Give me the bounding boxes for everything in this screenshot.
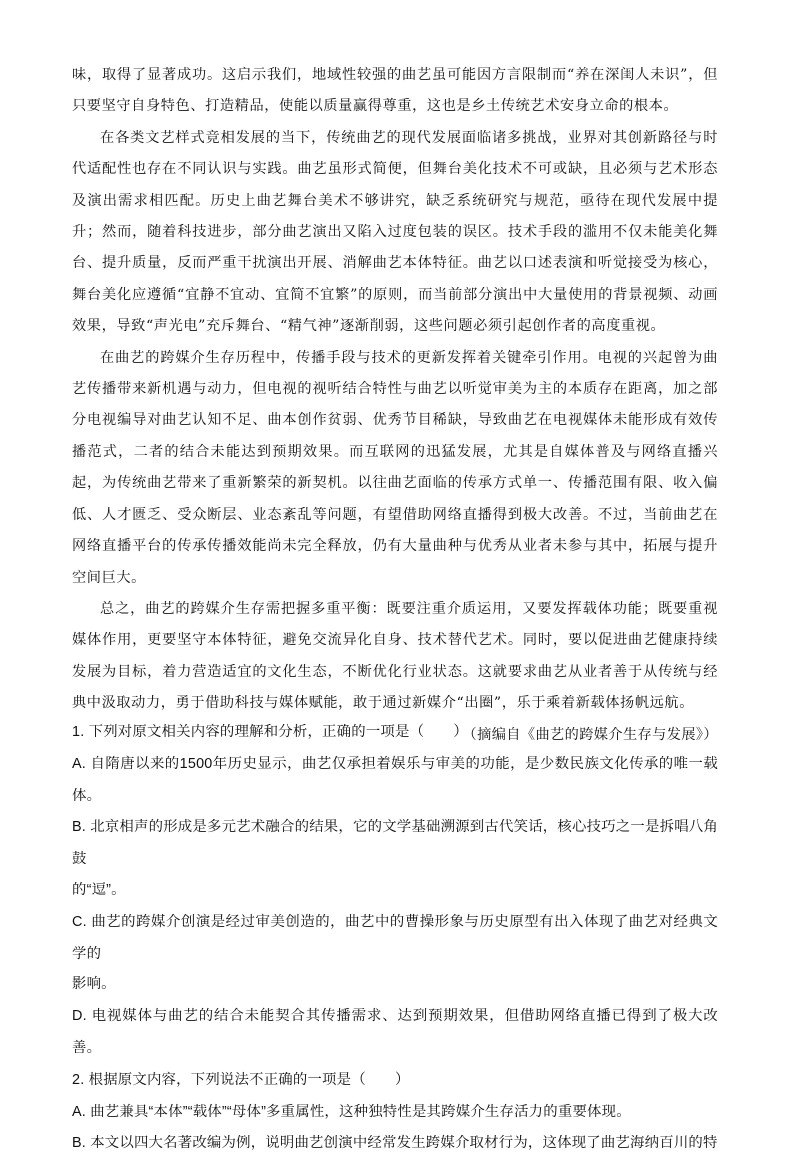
question-2-option-b: B. 本文以四大名著改编为例，说明曲艺创演中经常发生跨媒介取材行为，这体现了曲艺海纳百川的特: [72, 1135, 718, 1152]
article-paragraph: 味，取得了显著成功。这启示我们，地域性较强的曲艺虽可能因方言限制而“养在深闺人未识”，但只要坚守自身特色、打造精品，使能以质量赢得尊重，这也是乡土传统艺术安身立命的根本。: [72, 67, 718, 115]
question-2-stem: 2. 根据原文内容，下列说法不正确的一项是（ ）: [72, 1071, 410, 1088]
question-1-option-c-continued: 影响。: [72, 976, 116, 993]
question-section: [72, 717, 718, 1160]
article-body: [72, 60, 718, 751]
question-1-option-d: D. 电视媒体与曲艺的结合未能契合其传播需求、达到预期效果，但借助网络直播已得到了极大改善。: [72, 1008, 718, 1056]
question-1-option-c: C. 曲艺的跨媒介创演是经过审美创造的，曲艺中的曹操形象与历史原型有出入体现了曲艺对经典文学的: [72, 913, 718, 962]
article-source: （摘编自《曲艺的跨媒介生存与发展》）: [462, 726, 718, 743]
question-2-option-a: A. 曲艺兼具“本体”“载体”“母体”多重属性，这种独特性是其跨媒介生存活力的重要体现。: [72, 1103, 631, 1120]
question-1-stem: 1. 下列对原文相关内容的理解和分析，正确的一项是（ ）: [72, 724, 468, 740]
question-1-option-a: A. 自隋唐以来的1500年历史显示，曲艺仅承担着娱乐与审美的功能，是少数民族文化传承的唯一载体。: [72, 755, 718, 804]
article-paragraph: 在各类文艺样式竞相发展的当下，传统曲艺的现代发展面临诸多挑战，业界对其创新路径与时代适配性也存在不同认识与实践。曲艺虽形式简便，但舞台美化技术不可或缺，且必须与艺术形态及演出需求相匹配。历史上曲艺舞台美术不够讲究，缺乏系统研究与规范，亟待在现代发展中提升；然而，随着科技进步，部分曲艺演出又陷入过度包装的误区。技术手段的滥用不仅未能美化舞台、提升质量，反而严重干扰演出开展、消解曲艺本体特征。曲艺以口述表演和听觉接受为核心，舞台美化应遵循“宜静不宜动、宜简不宜繁”的原则，而当前部分演出中大量使用的背景视频、动画效果，导致“声光电”充斥舞台、“精气神”逐渐削弱，这些问题必须引起创作者的高度重视。: [72, 129, 718, 335]
question-1-option-b-continued: 的“逗”。: [72, 881, 126, 898]
question-1-option-b: B. 北京相声的形成是多元艺术融合的结果，它的文学基础溯源到古代笑话，核心技巧之一是拆唱八角鼓: [72, 819, 718, 868]
article-paragraph: 在曲艺的跨媒介生存历程中，传播手段与技术的更新发挥着关键牵引作用。电视的兴起曾为曲艺传播带来新机遇与动力，但电视的视听结合特性与曲艺以听觉审美为主的本质存在距离，加之部分电视编导对曲艺认知不足、曲本创作贫弱、优秀节目稀缺，导致曲艺在电视媒体未能形成有效传播范式，二者的结合未能达到预期效果。而互联网的迅猛发展，尤其是自媒体普及与网络直播兴起，为传统曲艺带来了重新繁荣的新契机。以往曲艺面临的传承方式单一、传播范围有限、收入偏低、人才匮乏、受众断层、业态紊乱等问题，有望借助网络直播得到极大改善。不过，当前曲艺在网络直播平台的传承传播效能尚未完全释放，仍有大量曲种与优秀从业者未参与其中，拓展与提升空间巨大。: [72, 349, 718, 586]
article-paragraph: 总之，曲艺的跨媒介生存需把握多重平衡：既要注重介质运用，又要发挥载体功能；既要重视媒体作用，更要坚守本体特征，避免交流异化自身、技术替代艺术。同时，要以促进曲艺健康持续发展为目标，着力营造适宜的文化生态，不断优化行业状态。这就要求曲艺从业者善于从传统与经典中汲取动力，勇于借助科技与媒体赋能，敢于通过新媒介“出圈”，乐于乘着新载体扬帆远航。: [72, 600, 718, 712]
